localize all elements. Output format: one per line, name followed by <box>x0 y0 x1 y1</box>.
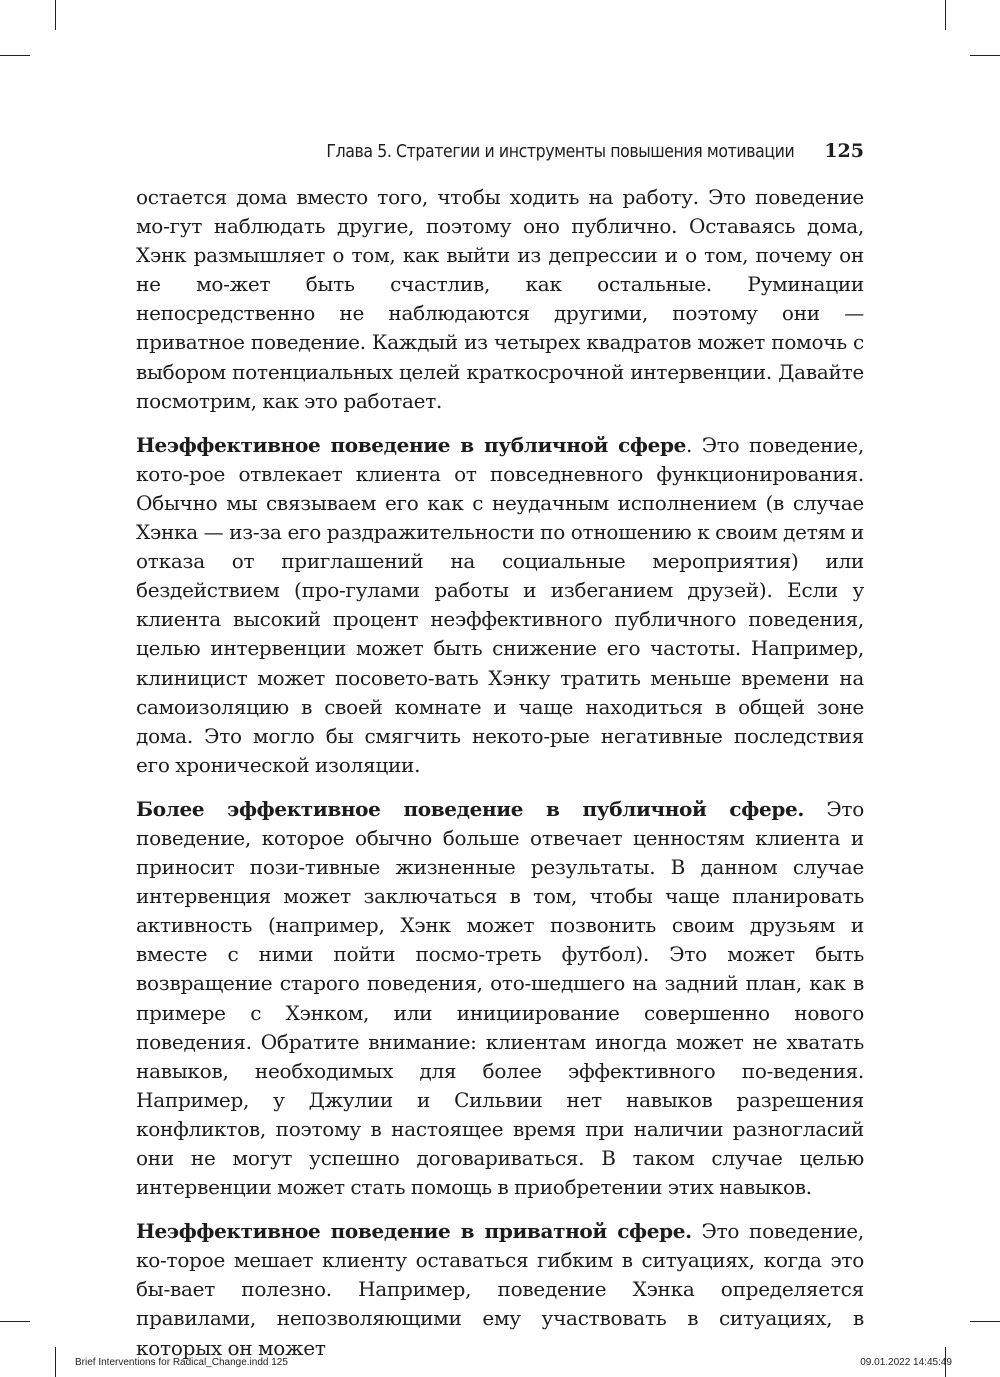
chapter-title: Глава 5. Стратегии и инструменты повышения мотивации <box>326 142 795 162</box>
body-text <box>136 183 864 1363</box>
paragraph-text: Это поведение, ко-торое мешает клиенту оставаться гибким в ситуациях, когда это бы-вает полезно. Например, поведение Хэнка определяется правилами, непозволяющими ему участвовать в ситуациях, в которых он может <box>136 1219 864 1360</box>
paragraph-lead: Неэффективное поведение в публичной сфере <box>136 432 687 457</box>
paragraph <box>136 431 864 780</box>
crop-mark-top-right-h <box>970 55 1000 56</box>
paragraph-text: Это поведение, которое обычно больше отвечает ценностям клиента и приносит пози-тивные жизненные результаты. В данном случае интервенция может заключаться в том, чтобы чаще планировать активность (например, Хэнк может позвонить своим друзьям и вместе с ними пойти посмо-треть футбол). Это может быть возвращение старого поведения, ото-шедшего на задний план, как в примере с Хэнком, или инициирование совершенно нового поведения. Обратите внимание: клиентам иногда может не хватать навыков, необходимых для более эффективного по-ведения. Например, у Джулии и Сильвии нет навыков разрешения конфликтов, поэтому в настоящее время при наличии разногласий они не могут успешно договариваться. В таком случае целью интервенции может стать помощь в приобретении этих навыков. <box>136 796 865 1200</box>
crop-mark-bottom-left-h <box>0 1321 30 1322</box>
slug-datetime: 09.01.2022 14:45:49 <box>860 1357 952 1368</box>
print-slug <box>75 1357 952 1371</box>
crop-mark-top-right <box>945 0 946 30</box>
paragraph-text: . Это поведение, кото-рое отвлекает клиента от повседневного функционирования. Обычно мы связываем его как с неудачным исполнением (в случае Хэнка — из-за его раздражительности по отношению к своим детям и отказа от приглашений на социальные мероприятия) или бездействием (про-гулами работы и избеганием друзей). Если у клиента высокий процент неэффективного публичного поведения, целью интервенции может быть снижение его частоты. Например, клиницист может посовето-вать Хэнку тратить меньше времени на самоизоляцию в своей комнате и чаще находиться в общей зоне дома. Это могло бы смягчить некото-рые негативные последствия его хронической изоляции. <box>136 432 865 777</box>
paragraph-text: остается дома вместо того, чтобы ходить на работу. Это поведение мо-гут наблюдать другие, поэтому оно публично. Оставаясь дома, Хэнк размышляет о том, как выйти из депрессии и о том, почему он не мо-жет быть счастлив, как остальные. Руминации непосредственно не наблюдаются другими, поэтому они — приватное поведение. Каждый из четырех квадратов может помочь с выбором потенциальных целей краткосрочной интервенции. Давайте посмотрим, как это работает. <box>136 185 864 413</box>
crop-mark-top-left <box>55 0 56 30</box>
paragraph <box>136 183 864 416</box>
page-number: 125 <box>824 140 864 162</box>
paragraph-lead: Более эффективное поведение в публичной сфере. <box>136 796 804 821</box>
paragraph <box>136 1217 864 1362</box>
paragraph <box>136 795 864 1202</box>
paragraph-lead: Неэффективное поведение в приватной сфере. <box>136 1219 692 1244</box>
crop-mark-top-left-h <box>0 55 30 56</box>
slug-file-info: Brief Interventions for Radical_Change.indd 125 <box>75 1357 288 1368</box>
crop-mark-bottom-right-h <box>970 1321 1000 1322</box>
crop-mark-bottom-left <box>55 1347 56 1377</box>
running-head <box>136 140 864 166</box>
